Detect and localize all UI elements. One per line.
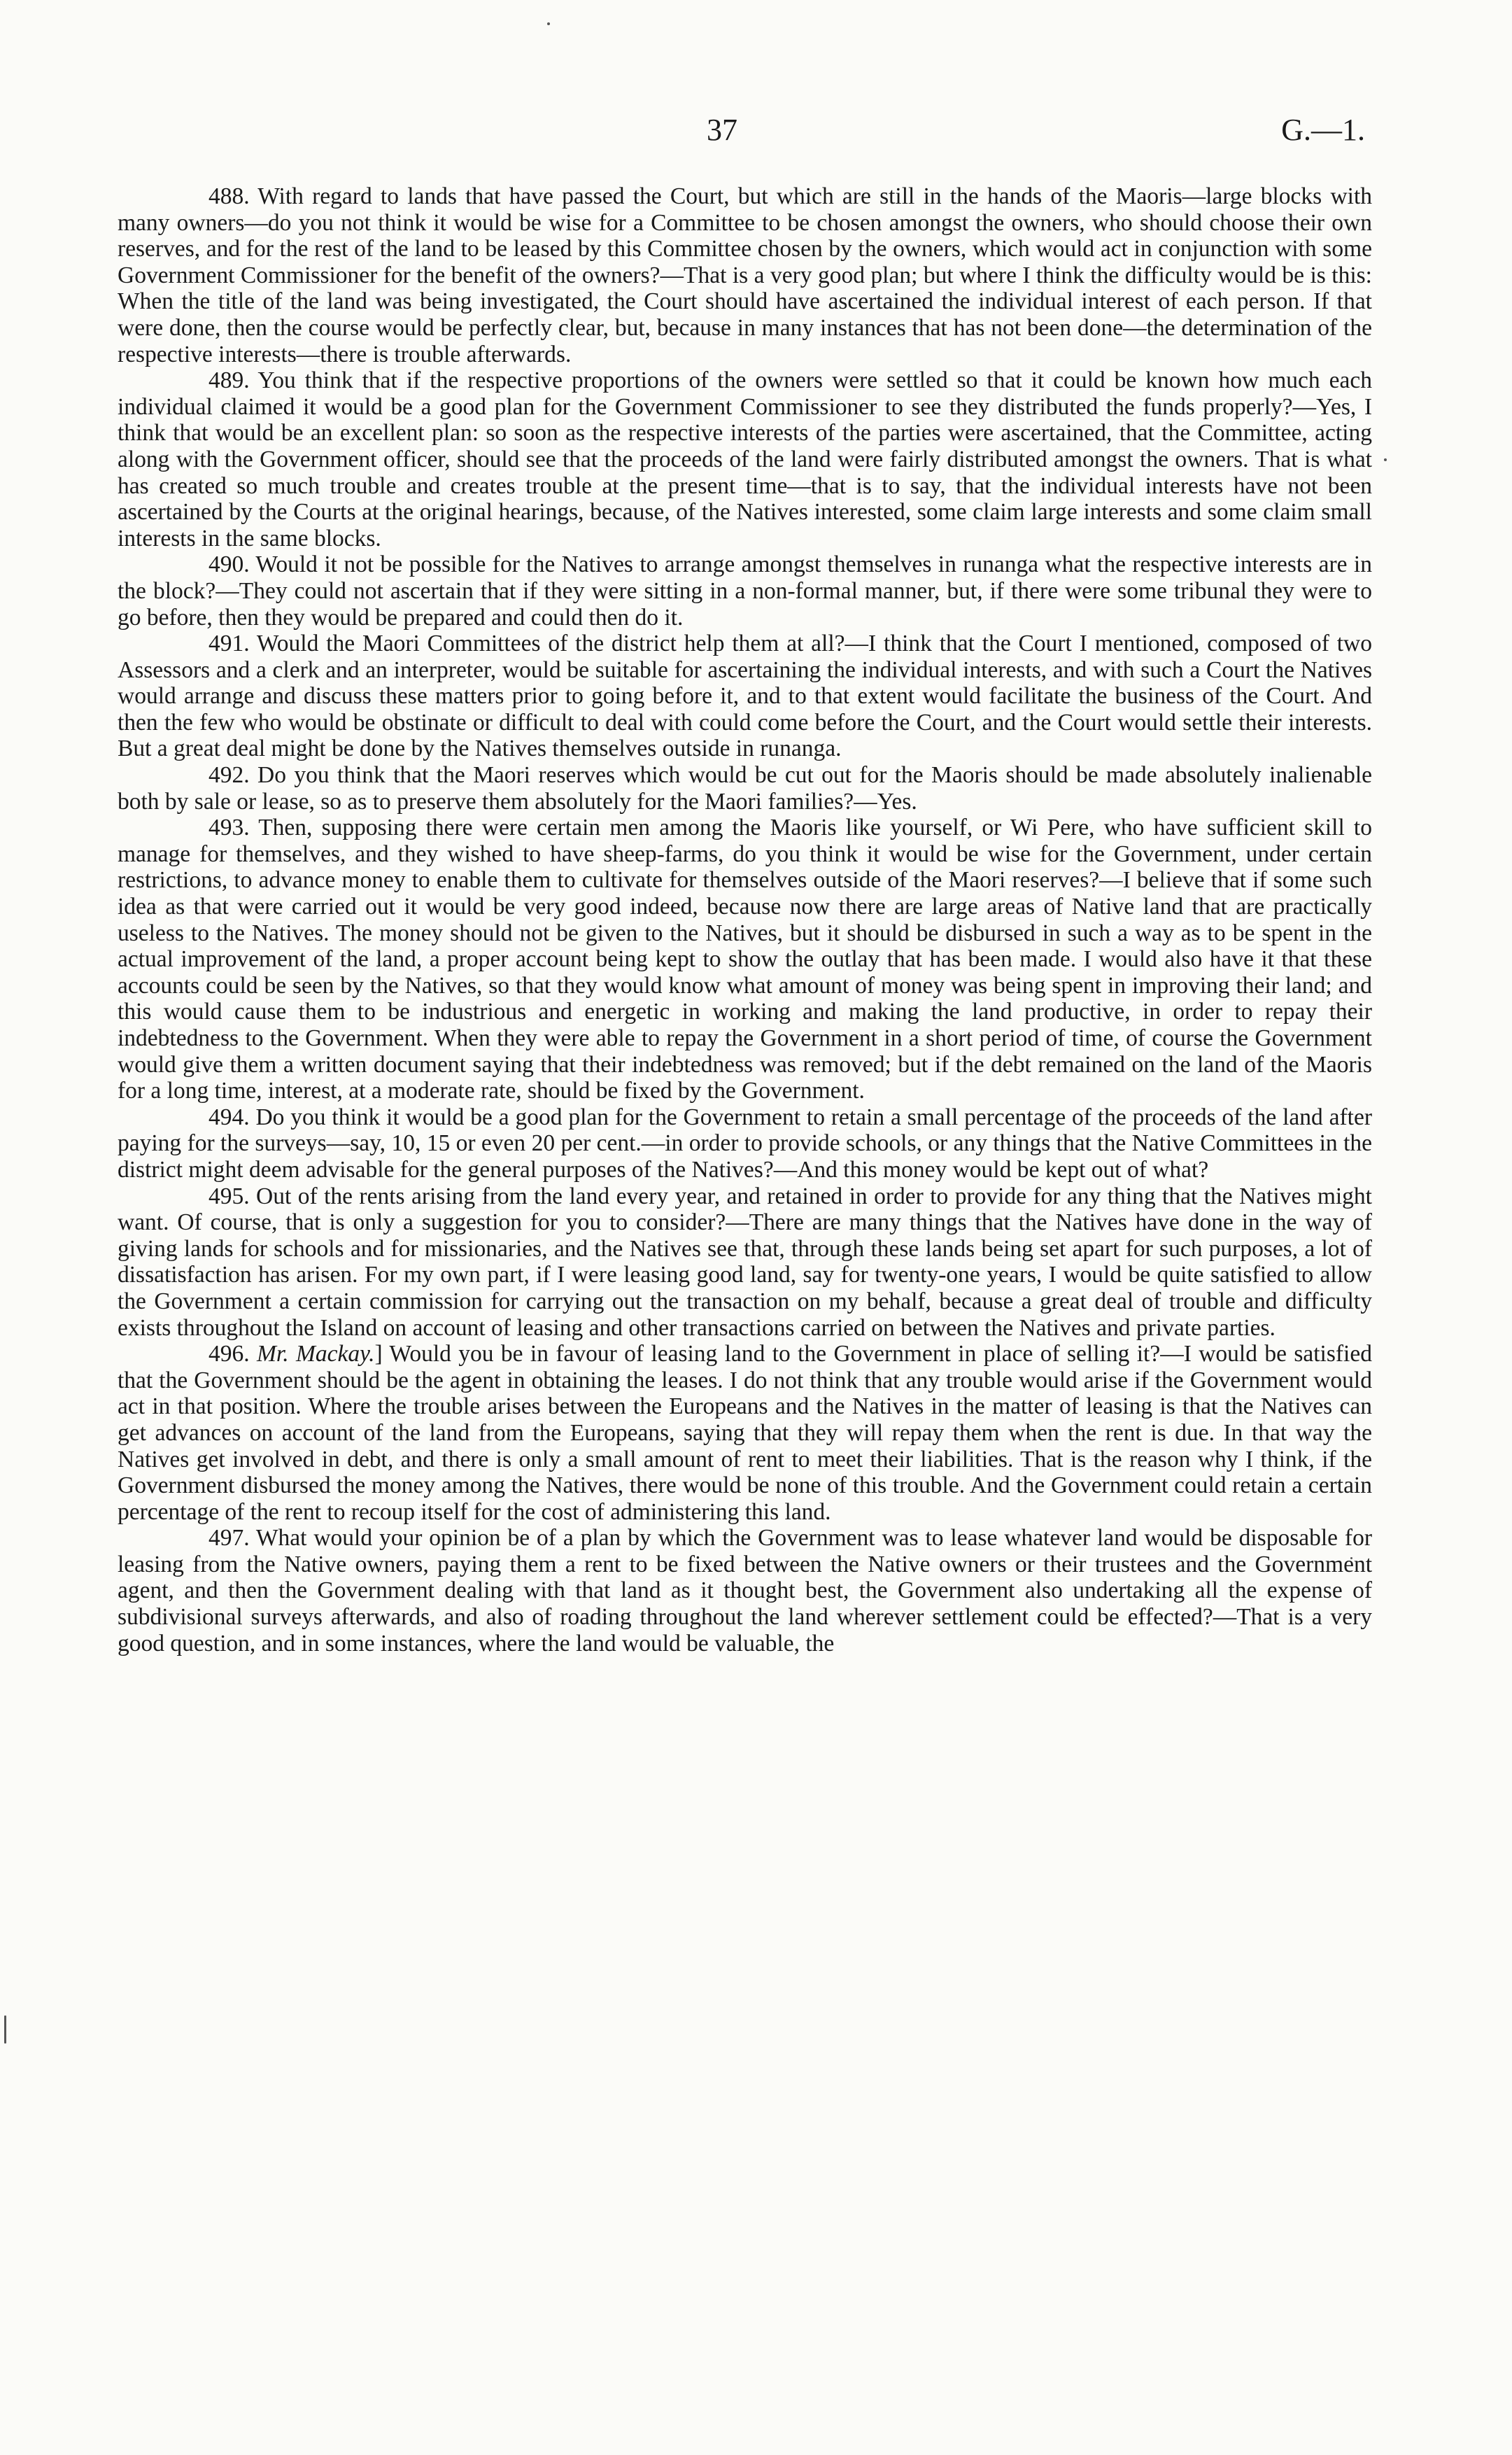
paragraph-494: 494. Do you think it would be a good plan for the Government to retain a small percentage of the proceeds of the land after paying for the surveys—say, 10, 15 or even 20 per cent.—in order to provide schools, or any things that the Native Committees in the district might deem advisable for the general purposes of the Natives?—And this money would be kept out of what?	[118, 1104, 1372, 1183]
page-header	[0, 112, 1512, 154]
paragraph-491: 491. Would the Maori Committees of the district help them at all?—I think that the Court I mentioned, composed of two Assessors and a clerk and an interpreter, would be suitable for ascertaining the individual interests, and with such a Court the Natives would arrange and discuss these matters prior to going before it, and to that extent would facilitate the business of the Court. And then the few who would be obstinate or difficult to deal with could come before the Court, and the Court would settle their interests. But a great deal might be done by the Natives themselves outside in runanga.	[118, 631, 1372, 762]
page-number: 37	[707, 113, 737, 147]
speaker-name: Mr. Mackay.	[257, 1341, 375, 1367]
paragraph-490: 490. Would it not be possible for the Natives to arrange amongst themselves in runanga what the respective interests are in the block?—They could not ascertain that if they were sitting in a non-formal manner, but, if there were some tribunal they were to go before, then they would be prepared and could then do it.	[118, 551, 1372, 631]
paragraph-488: 488. With regard to lands that have passed the Court, but which are still in the hands of the Maoris—large blocks with many owners—do you not think it would be wise for a Committee to be chosen amongst the owners, who should choose their own reserves, and for the rest of the land to be leased by this Committee chosen by the owners, which would act in conjunction with some Government Commissioner for the benefit of the owners?—That is a very good plan; but where I think the difficulty would be is this: When the title of the land was being investigated, the Court should have ascertained the individual interest of each person. If that were done, then the course would be perfectly clear, but, because in many instances that has not been done—the determination of the respective interests—there is trouble afterwards.	[118, 183, 1372, 367]
scan-speck	[4, 2016, 6, 2044]
scan-speck	[1384, 458, 1387, 461]
question-number: 496.	[209, 1341, 257, 1367]
body-text	[118, 183, 1372, 1656]
paragraph-495: 495. Out of the rents arising from the land every year, and retained in order to provide for any thing that the Natives might want. Of course, that is only a suggestion for you to consider?—There are many things that the Natives have done in the way of giving lands for schools and for missionaries, and the Natives see that, through these lands being set apart for such purposes, a lot of dissatisfaction has arisen. For my own part, if I were leasing good land, say for twenty-one years, I would be quite satisfied to allow the Government a certain commission for carrying out the transaction on my behalf, because a great deal of trouble and difficulty exists throughout the Island on account of leasing and other transactions carried on between the Natives and private parties.	[118, 1183, 1372, 1341]
paragraph-492: 492. Do you think that the Maori reserves which would be cut out for the Maoris should be made absolutely inalienable both by sale or lease, so as to preserve them absolutely for the Maori families?—Yes.	[118, 762, 1372, 815]
paragraph-497: 497. What would your opinion be of a plan by which the Government was to lease whatever land would be disposable for leasing from the Native owners, paying them a rent to be fixed between the Native owners or their trustees and the Government agent, and then the Government dealing with that land as it thought best, the Government also undertaking all the expense of subdivisional surveys afterwards, and also of roading throughout the land wherever settlement could be effected?—That is a very good question, and in some instances, where the land would be valuable, the	[118, 1525, 1372, 1656]
paragraph-493: 493. Then, supposing there were certain men among the Maoris like yourself, or Wi Pere, who have sufficient skill to manage for themselves, and they wished to have sheep-farms, do you think it would be wise for the Government, under certain restrictions, to advance money to enable them to cultivate for themselves outside of the Maori reserves?—I believe that if some such idea as that were carried out it would be very good indeed, because now there are large areas of Native land that are practically useless to the Natives. The money should not be given to the Natives, but it should be disbursed in such a way as to be spent in the actual improvement of the land, a proper account being kept to show the outlay that has been made. I would also have it that these accounts could be seen by the Natives, so that they would know what amount of money was being spent in improving their land; and this would cause them to be industrious and energetic in working and making the land productive, in order to repay their indebtedness to the Government. When they were able to repay the Government in a short period of time, of course the Government would give them a written document saying that their indebtedness was removed; but if the debt remained on the land of the Maoris for a long time, interest, at a moderate rate, should be fixed by the Government.	[118, 815, 1372, 1104]
paragraph-text: ] Would you be in favour of leasing land to the Government in place of selling it?—I would be satisfied that the Government should be the agent in obtaining the leases. I do not think that any trouble would arise if the Government would act in that position. Where the trouble arises between the Europeans and the Natives in the matter of leasing is that the Natives can get advances on account of the land from the Europeans, saying that they will repay them when the rent is due. In that way the Natives get involved in debt, and there is only a small amount of rent to meet their liabilities. That is the reason why I think, if the Government disbursed the money among the Natives, there would be none of this trouble. And the Government could retain a certain percentage of the rent to recoup itself for the cost of administering this land.	[118, 1341, 1372, 1525]
paragraph-489: 489. You think that if the respective proportions of the owners were settled so that it could be known how much each individual claimed it would be a good plan for the Government Commissioner to see they distributed the funds properly?—Yes, I think that would be an excellent plan: so soon as the respective interests of the parties were ascertained, that the Committee, acting along with the Government officer, should see that the proceeds of the land were fairly distributed amongst the owners. That is what has created so much trouble and creates trouble at the present time—that is to say, that the individual interests have not been ascertained by the Courts at the original hearings, because, of the Natives interested, some claim large interests and some claim small interests in the same blocks.	[118, 367, 1372, 551]
series-code: G.—1.	[1281, 113, 1365, 147]
paragraph-496	[118, 1341, 1372, 1525]
scan-speck	[547, 22, 550, 25]
